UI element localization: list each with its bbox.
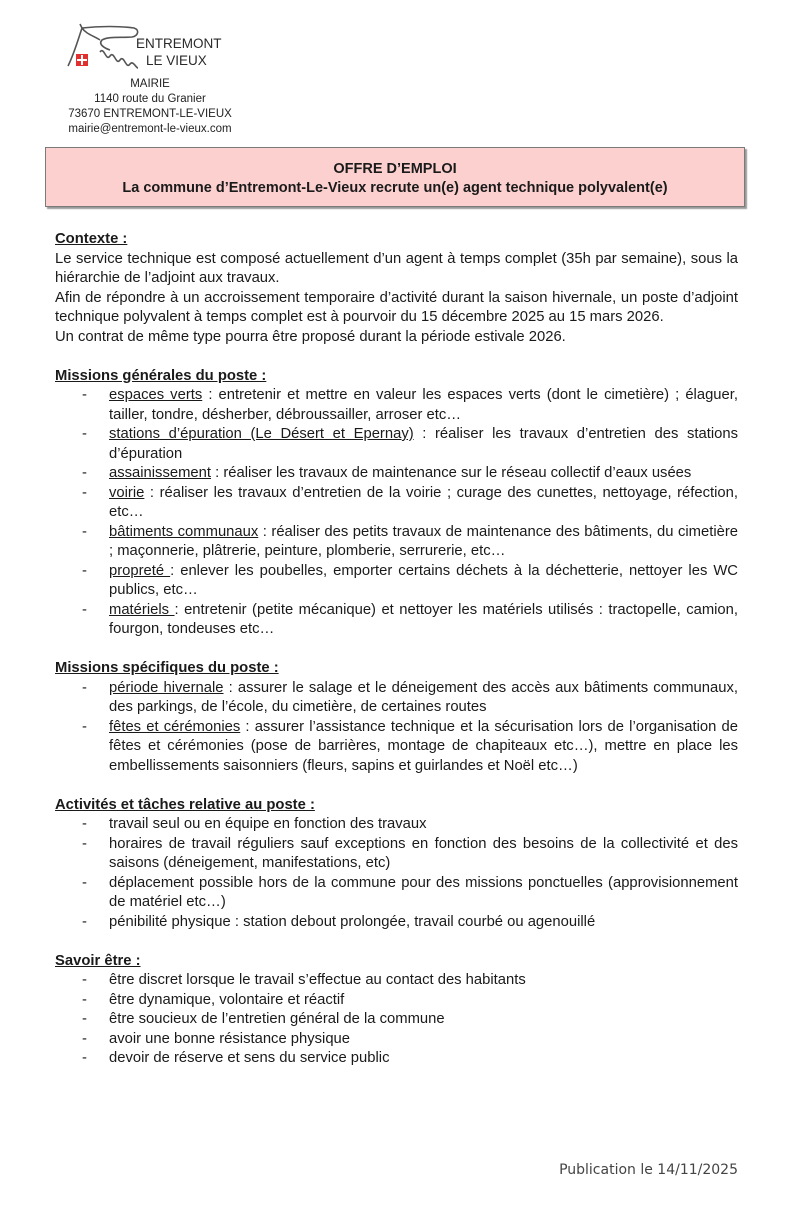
paragraph: Le service technique est composé actuellement d’un agent à temps complet (35h par semaine), sous la hiérarchie de l’adjoint aux travaux. xyxy=(55,250,738,286)
letterhead xyxy=(50,20,250,137)
list-item: - être dynamique, volontaire et réactif xyxy=(55,991,738,1011)
list-item: - pénibilité physique : station debout prolongée, travail courbé ou agenouillé xyxy=(55,913,738,933)
section-missions-generales xyxy=(55,367,738,640)
offer-subheading: La commune d’Entremont-Le-Vieux recrute un(e) agent technique polyvalent(e) xyxy=(122,180,668,196)
street-address: 1140 route du Granier xyxy=(94,93,206,105)
list-item: - assainissement : réaliser les travaux de maintenance sur le réseau collectif d’eaux usées xyxy=(55,464,738,484)
paragraph: Un contrat de même type pourra être proposé durant la période estivale 2026. xyxy=(55,328,566,345)
mountain-logo-icon xyxy=(60,20,140,72)
list-item: - matériels : entretenir (petite mécanique) et nettoyer les matériels utilisés : tractopelle, camion, fourgon, tondeuses etc… xyxy=(55,601,738,640)
list-item: - avoir une bonne résistance physique xyxy=(55,1030,738,1050)
list-item: - espaces verts : entretenir et mettre en valeur les espaces verts (dont le cimetière) ; élaguer, tailler, tondre, désherber, débroussailler, arroser etc… xyxy=(55,386,738,425)
list-item: - devoir de réserve et sens du service public xyxy=(55,1049,738,1069)
section-title: Activités et tâches relative au poste : xyxy=(55,796,315,813)
list-item: - période hivernale : assurer le salage et le déneigement des accès aux bâtiments communaux, des parkings, de l’école, du cimetière, de certaines routes xyxy=(55,679,738,718)
email-link[interactable]: mairie@entremont-le-vieux.com xyxy=(68,123,232,135)
section-contexte xyxy=(55,230,738,347)
commune-name: ENTREMONT LE VIEUX xyxy=(136,36,222,68)
commune-logo xyxy=(50,20,250,75)
postal-city: 73670 ENTREMONT-LE-VIEUX xyxy=(68,108,232,120)
list-item: - propreté : enlever les poubelles, emporter certains déchets à la déchetterie, nettoyer les WC publics, etc… xyxy=(55,562,738,601)
list-item: - être discret lorsque le travail s’effectue au contact des habitants xyxy=(55,971,738,991)
section-activites xyxy=(55,796,738,933)
list-item: - bâtiments communaux : réaliser des petits travaux de maintenance des bâtiments, du cimetière ; maçonnerie, plâtrerie, peinture, plomberie, serrurerie, etc… xyxy=(55,523,738,562)
list-item: - travail seul ou en équipe en fonction des travaux xyxy=(55,815,738,835)
list-item: - horaires de travail réguliers sauf exceptions en fonction des besoins de la collectivité et des saisons (déneigement, manifestations, etc) xyxy=(55,835,738,874)
list-item: - voirie : réaliser les travaux d’entretien de la voirie ; curage des cunettes, nettoyage, réfection, etc… xyxy=(55,484,738,523)
mairie-label: MAIRIE xyxy=(130,78,170,90)
section-title: Contexte : xyxy=(55,231,128,247)
mairie-address xyxy=(50,77,250,137)
section-title: Missions générales du poste : xyxy=(55,367,267,384)
section-title: Missions spécifiques du poste : xyxy=(55,660,279,676)
section-missions-specifiques xyxy=(55,659,738,776)
list-item: - être soucieux de l’entretien général de la commune xyxy=(55,1010,738,1030)
section-savoir-etre xyxy=(55,952,738,1069)
list-item: - stations d’épuration (Le Désert et Epernay) : réaliser les travaux d’entretien des stations d’épuration xyxy=(55,425,738,464)
offer-heading: OFFRE D’EMPLOI xyxy=(333,161,457,177)
section-title: Savoir être : xyxy=(55,952,141,969)
job-offer-title-box xyxy=(45,147,745,207)
list-item: - déplacement possible hors de la commune pour des missions ponctuelles (approvisionnement de matériel etc…) xyxy=(55,874,738,913)
paragraph: Afin de répondre à un accroissement temporaire d’activité durant la saison hivernale, un poste d’adjoint technique polyvalent à temps complet est à pourvoir du 15 décembre 2025 au 15 mars 2026. xyxy=(55,289,738,325)
list-item: - fêtes et cérémonies : assurer l’assistance technique et la sécurisation lors de l’organisation de fêtes et cérémonies (pose de barrières, montage de chapiteaux etc…), mettre en place les embellissements saisonniers (fleurs, sapins et guirlandes et Noël etc…) xyxy=(55,718,738,777)
publication-date: Publication le 14/11/2025 xyxy=(559,1162,738,1178)
document-body xyxy=(55,230,738,1088)
